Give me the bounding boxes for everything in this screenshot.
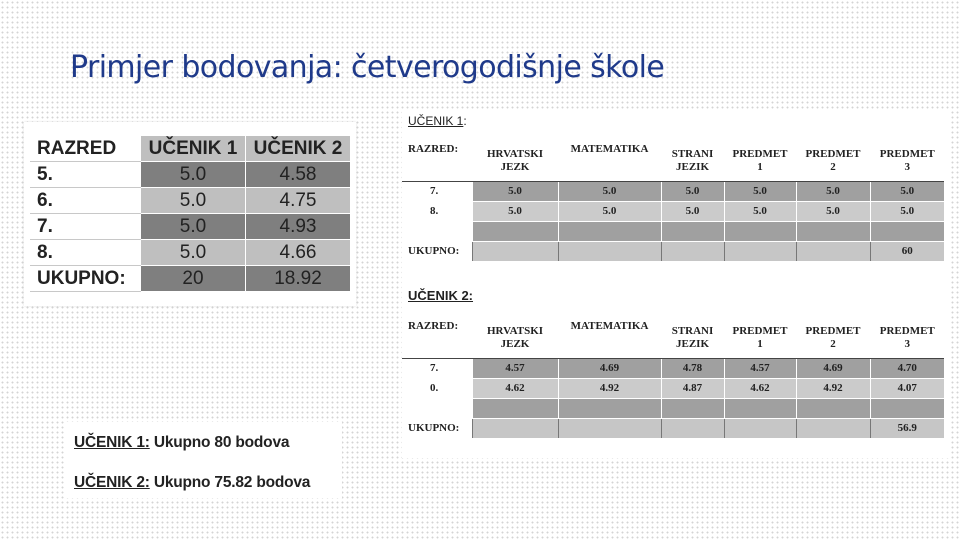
col-header-predmet1: PREDMET 1 (724, 140, 796, 182)
empty-cell (402, 399, 472, 419)
grade-cell: 4.69 (796, 359, 870, 379)
total-value: 56.9 (870, 419, 944, 439)
razred-cell: 8. (402, 202, 472, 222)
col-header-matematika: MATEMATIKA (558, 317, 661, 359)
razred-cell: 7. (402, 182, 472, 202)
summary-total-ucenik1: 20 (141, 266, 246, 292)
summary-ucenik1-value: 5.0 (141, 162, 246, 188)
summary-table (30, 135, 351, 292)
student1-row (402, 182, 944, 202)
grade-cell: 5.0 (724, 202, 796, 222)
total-label: UKUPNO: (402, 242, 472, 262)
empty-cell (724, 222, 796, 242)
col-header-razred: RAZRED: (402, 140, 472, 182)
razred-cell: 7. (402, 359, 472, 379)
empty-cell (661, 242, 724, 262)
col-header-matematika: MATEMATIKA (558, 140, 661, 182)
summary-table-panel (24, 122, 356, 306)
empty-cell (870, 222, 944, 242)
summary-ucenik2-value: 4.93 (246, 214, 351, 240)
empty-cell (472, 399, 558, 419)
summary-header-row (31, 136, 351, 162)
grade-cell: 4.70 (870, 359, 944, 379)
summary-ucenik1-value: 5.0 (141, 188, 246, 214)
col-header-predmet1: PREDMET 1 (724, 317, 796, 359)
empty-cell (661, 399, 724, 419)
summary-total-row (31, 266, 351, 292)
student2-label (408, 288, 473, 303)
empty-cell (558, 242, 661, 262)
summary-razred: 5. (31, 162, 141, 188)
empty-cell (402, 222, 472, 242)
summary-razred: 6. (31, 188, 141, 214)
empty-cell (796, 399, 870, 419)
col-header-strani: STRANI JEZIK (661, 317, 724, 359)
summary-total-label: UKUPNO: (31, 266, 141, 292)
student1-row (402, 202, 944, 222)
student2-empty-row (402, 399, 944, 419)
summary-ucenik2-value: 4.58 (246, 162, 351, 188)
empty-cell (796, 222, 870, 242)
result-student2-text: Ukupno 75.82 bodova (153, 474, 311, 491)
empty-cell (661, 222, 724, 242)
student2-header-row (402, 317, 944, 359)
empty-cell (870, 399, 944, 419)
detail-panel (402, 110, 950, 458)
col-header-hrvatski: HRVATSKI JEZK (472, 317, 558, 359)
grade-cell: 5.0 (796, 202, 870, 222)
summary-razred: 7. (31, 214, 141, 240)
student2-total-row (402, 419, 944, 439)
total-value: 60 (870, 242, 944, 262)
col-header-predmet2: PREDMET 2 (796, 317, 870, 359)
summary-header-razred: RAZRED (31, 136, 141, 162)
grade-cell: 4.78 (661, 359, 724, 379)
summary-ucenik2-value: 4.66 (246, 240, 351, 266)
summary-row (31, 188, 351, 214)
summary-header-ucenik1: UČENIK 1 (141, 136, 246, 162)
grade-cell: 5.0 (796, 182, 870, 202)
student2-row (402, 379, 944, 399)
empty-cell (472, 242, 558, 262)
slide-title: Primjer bodovanja: četverogodišnje škole (70, 50, 665, 85)
grade-cell: 5.0 (870, 182, 944, 202)
summary-row (31, 162, 351, 188)
empty-cell (558, 399, 661, 419)
summary-total-ucenik2: 18.92 (246, 266, 351, 292)
empty-cell (558, 419, 661, 439)
grade-cell: 4.57 (724, 359, 796, 379)
grade-cell: 5.0 (661, 202, 724, 222)
student1-table (402, 140, 944, 261)
grade-cell: 4.62 (724, 379, 796, 399)
summary-ucenik1-value: 5.0 (141, 240, 246, 266)
razred-cell: 0. (402, 379, 472, 399)
grade-cell: 4.87 (661, 379, 724, 399)
student2-table (402, 317, 944, 438)
grade-cell: 4.92 (796, 379, 870, 399)
col-header-predmet2: PREDMET 2 (796, 140, 870, 182)
empty-cell (724, 242, 796, 262)
col-header-predmet3: PREDMET 3 (870, 140, 944, 182)
summary-ucenik1-value: 5.0 (141, 214, 246, 240)
student1-header-row (402, 140, 944, 182)
summary-header-ucenik2: UČENIK 2 (246, 136, 351, 162)
summary-row (31, 240, 351, 266)
grade-cell: 4.92 (558, 379, 661, 399)
empty-cell (558, 222, 661, 242)
result-student2-label: UČENIK 2: (74, 474, 150, 491)
col-header-strani: STRANI JEZIK (661, 140, 724, 182)
empty-cell (724, 399, 796, 419)
result-student1-text: Ukupno 80 bodova (153, 434, 290, 451)
grade-cell: 5.0 (661, 182, 724, 202)
student1-total-row (402, 242, 944, 262)
empty-cell (796, 242, 870, 262)
result-line-student2 (74, 474, 310, 492)
grade-cell: 4.07 (870, 379, 944, 399)
result-line-student1 (74, 434, 289, 452)
grade-cell: 4.57 (472, 359, 558, 379)
grade-cell: 4.62 (472, 379, 558, 399)
empty-cell (472, 222, 558, 242)
grade-cell: 5.0 (558, 202, 661, 222)
grade-cell: 5.0 (870, 202, 944, 222)
student2-row (402, 359, 944, 379)
summary-ucenik2-value: 4.75 (246, 188, 351, 214)
grade-cell: 5.0 (724, 182, 796, 202)
grade-cell: 5.0 (558, 182, 661, 202)
total-label: UKUPNO: (402, 419, 472, 439)
student1-label-text: UČENIK 1 (408, 114, 464, 128)
empty-cell (472, 419, 558, 439)
summary-razred: 8. (31, 240, 141, 266)
student1-empty-row (402, 222, 944, 242)
student1-label (408, 114, 467, 128)
student2-label-text: UČENIK 2: (408, 288, 474, 303)
grade-cell: 5.0 (472, 202, 558, 222)
result-panel (66, 422, 342, 498)
summary-row (31, 214, 351, 240)
empty-cell (724, 419, 796, 439)
grade-cell: 4.69 (558, 359, 661, 379)
col-header-predmet3: PREDMET 3 (870, 317, 944, 359)
result-student1-label: UČENIK 1: (74, 434, 150, 451)
student1-label-suffix: : (463, 114, 467, 128)
grade-cell: 5.0 (472, 182, 558, 202)
empty-cell (796, 419, 870, 439)
empty-cell (661, 419, 724, 439)
col-header-razred: RAZRED: (402, 317, 472, 359)
col-header-hrvatski: HRVATSKI JEZK (472, 140, 558, 182)
